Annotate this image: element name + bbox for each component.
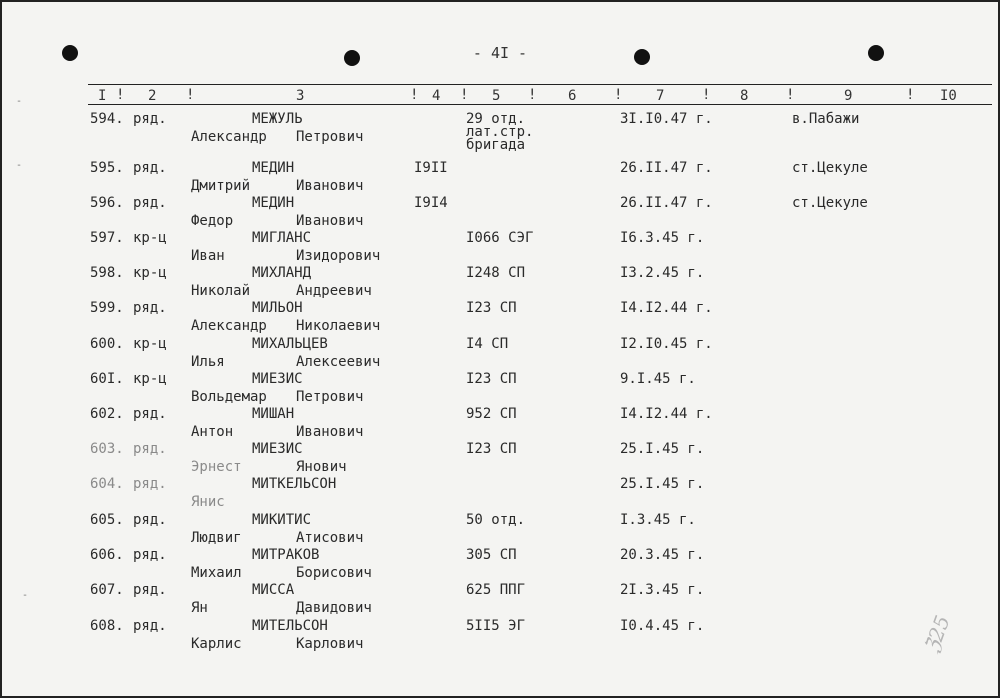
given-name: Вольдемар — [191, 389, 267, 405]
table-row — [0, 195, 1000, 230]
edge-mark: - — [16, 160, 23, 171]
rank: ряд. — [133, 441, 167, 457]
column-separator: ! — [528, 87, 537, 103]
death-date: I4.I2.44 г. — [620, 406, 713, 422]
column-separator: ! — [786, 87, 795, 103]
archive-stamp-mark: ℨ25 — [919, 612, 955, 656]
column-separator: ! — [702, 87, 711, 103]
table-row — [0, 336, 1000, 371]
edge-mark: - — [22, 590, 29, 601]
column-separator: ! — [906, 87, 915, 103]
unit: I066 СЭГ — [466, 230, 534, 246]
column-header: 3 — [296, 88, 305, 104]
record-number: 602. — [90, 406, 124, 422]
unit: I23 СП — [466, 371, 517, 387]
given-name: Людвиг — [191, 530, 242, 546]
unit: I23 СП — [466, 300, 517, 316]
rank: кр-ц — [133, 265, 167, 281]
rank: ряд. — [133, 618, 167, 634]
given-name: Федор — [191, 213, 234, 229]
header-rule-top — [88, 84, 992, 85]
surname: МИССА — [252, 582, 295, 598]
column-separator: ! — [460, 87, 469, 103]
surname: МИШАН — [252, 406, 295, 422]
table-row — [0, 476, 1000, 511]
patronymic: Изидорович — [296, 248, 381, 264]
rank: кр-ц — [133, 371, 167, 387]
record-number: 605. — [90, 512, 124, 528]
column-header: 6 — [568, 88, 577, 104]
rank: ряд. — [133, 195, 167, 211]
rank: кр-ц — [133, 336, 167, 352]
patronymic: Алексеевич — [296, 354, 381, 370]
record-number: 598. — [90, 265, 124, 281]
rank: ряд. — [133, 512, 167, 528]
given-name: Эрнест — [191, 459, 242, 475]
unit: 625 ППГ — [466, 582, 526, 598]
death-date: 3I.I0.47 г. — [620, 111, 713, 127]
column-separator: ! — [614, 87, 623, 103]
rank: ряд. — [133, 476, 167, 492]
surname: МИЛЬОН — [252, 300, 303, 316]
unit: бригада — [466, 137, 526, 153]
record-number: 594. — [90, 111, 124, 127]
surname: МИЕЗИС — [252, 371, 303, 387]
rank: ряд. — [133, 582, 167, 598]
surname: МИХАЛЬЦЕВ — [252, 336, 328, 352]
surname: МИХЛАНД — [252, 265, 312, 281]
patronymic: Иванович — [296, 178, 364, 194]
rank: ряд. — [133, 547, 167, 563]
surname: МЕЖУЛЬ — [252, 111, 303, 127]
table-row — [0, 582, 1000, 617]
record-number: 604. — [90, 476, 124, 492]
patronymic: Давидович — [296, 600, 372, 616]
birth-year: I9II — [414, 160, 448, 176]
given-name: Николай — [191, 283, 251, 299]
patronymic: Карлович — [296, 636, 364, 652]
given-name: Иван — [191, 248, 225, 264]
record-number: 600. — [90, 336, 124, 352]
death-date: I3.2.45 г. — [620, 265, 705, 281]
death-date: 9.I.45 г. — [620, 371, 696, 387]
patronymic: Иванович — [296, 424, 364, 440]
table-row — [0, 160, 1000, 195]
given-name: Карлис — [191, 636, 242, 652]
birth-year: I9I4 — [414, 195, 448, 211]
unit: I248 СП — [466, 265, 526, 281]
table-row — [0, 265, 1000, 300]
column-header: I0 — [940, 88, 957, 104]
surname: МИКИТИС — [252, 512, 312, 528]
record-number: 60I. — [90, 371, 124, 387]
rank: ряд. — [133, 160, 167, 176]
column-header: 7 — [656, 88, 665, 104]
burial-place: в.Пабажи — [792, 111, 860, 127]
patronymic: Николаевич — [296, 318, 381, 334]
unit: 29 отд. — [466, 111, 526, 127]
burial-place: ст.Цекуле — [792, 195, 868, 211]
page-number: - 4I - — [472, 44, 528, 62]
table-row — [0, 111, 1000, 153]
surname: МИТРАКОВ — [252, 547, 320, 563]
death-date: 2I.3.45 г. — [620, 582, 705, 598]
given-name: Александр — [191, 129, 267, 145]
column-separator: ! — [186, 87, 195, 103]
column-header: 9 — [844, 88, 853, 104]
death-date: I4.I2.44 г. — [620, 300, 713, 316]
record-number: 595. — [90, 160, 124, 176]
surname: МИТКЕЛЬСОН — [252, 476, 337, 492]
death-date: 26.II.47 г. — [620, 195, 713, 211]
given-name: Ян — [191, 600, 208, 616]
given-name: Илья — [191, 354, 225, 370]
surname: МИГЛАНС — [252, 230, 312, 246]
table-row — [0, 547, 1000, 582]
patronymic: Атисович — [296, 530, 364, 546]
table-row — [0, 618, 1000, 653]
record-number: 596. — [90, 195, 124, 211]
column-separator: ! — [116, 87, 125, 103]
unit: I4 СП — [466, 336, 509, 352]
death-date: 20.3.45 г. — [620, 547, 705, 563]
table-row — [0, 371, 1000, 406]
patronymic: Янович — [296, 459, 347, 475]
surname: МЕДИН — [252, 195, 295, 211]
column-header: I — [98, 88, 107, 104]
rank: ряд. — [133, 406, 167, 422]
patronymic: Андреевич — [296, 283, 372, 299]
unit: лат.стр. — [466, 124, 534, 140]
table-row — [0, 406, 1000, 441]
death-date: 25.I.45 г. — [620, 441, 705, 457]
column-header: 5 — [492, 88, 501, 104]
table-row — [0, 441, 1000, 476]
edge-mark: - — [16, 96, 23, 107]
record-number: 603. — [90, 441, 124, 457]
patronymic: Иванович — [296, 213, 364, 229]
death-date: I2.I0.45 г. — [620, 336, 713, 352]
surname: МИЕЗИС — [252, 441, 303, 457]
rank: ряд. — [133, 300, 167, 316]
given-name: Александр — [191, 318, 267, 334]
unit: 305 СП — [466, 547, 517, 563]
patronymic: Борисович — [296, 565, 372, 581]
given-name: Антон — [191, 424, 234, 440]
rank: кр-ц — [133, 230, 167, 246]
record-number: 606. — [90, 547, 124, 563]
given-name: Дмитрий — [191, 178, 251, 194]
given-name: Михаил — [191, 565, 242, 581]
unit: I23 СП — [466, 441, 517, 457]
table-row — [0, 300, 1000, 335]
death-date: I0.4.45 г. — [620, 618, 705, 634]
death-date: I.3.45 г. — [620, 512, 696, 528]
patronymic: Петрович — [296, 129, 364, 145]
record-number: 607. — [90, 582, 124, 598]
given-name: Янис — [191, 494, 225, 510]
header-rule-bottom — [88, 104, 992, 105]
record-number: 597. — [90, 230, 124, 246]
column-separator: ! — [410, 87, 419, 103]
death-date: I6.3.45 г. — [620, 230, 705, 246]
column-header: 2 — [148, 88, 157, 104]
column-header: 8 — [740, 88, 749, 104]
unit: 50 отд. — [466, 512, 526, 528]
unit: 5II5 ЭГ — [466, 618, 526, 634]
rank: ряд. — [133, 111, 167, 127]
death-date: 25.I.45 г. — [620, 476, 705, 492]
table-row — [0, 230, 1000, 265]
record-number: 599. — [90, 300, 124, 316]
column-header: 4 — [432, 88, 441, 104]
burial-place: ст.Цекуле — [792, 160, 868, 176]
death-date: 26.II.47 г. — [620, 160, 713, 176]
unit: 952 СП — [466, 406, 517, 422]
table-row — [0, 512, 1000, 547]
surname: МЕДИН — [252, 160, 295, 176]
record-number: 608. — [90, 618, 124, 634]
patronymic: Петрович — [296, 389, 364, 405]
surname: МИТЕЛЬСОН — [252, 618, 328, 634]
